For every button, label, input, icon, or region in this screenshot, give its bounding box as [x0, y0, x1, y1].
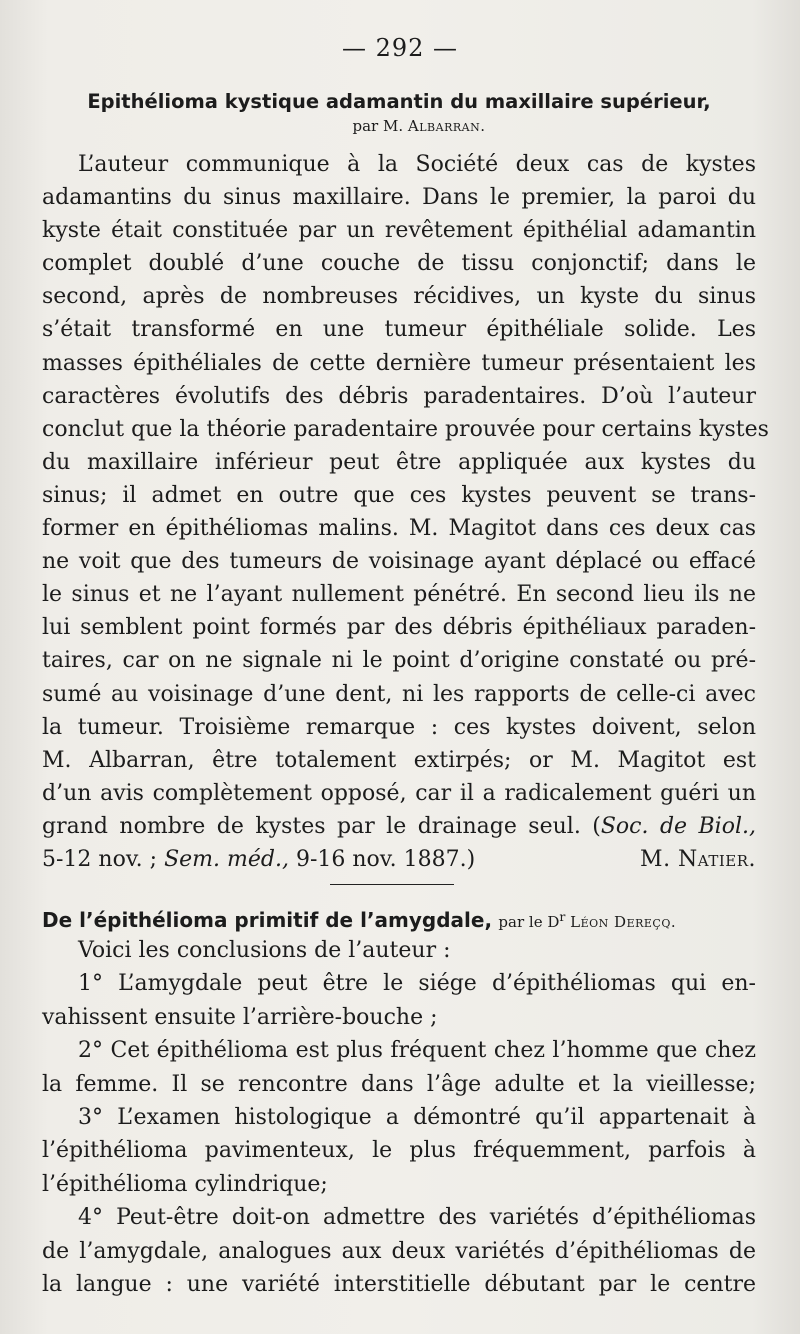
- article2-line: 4° Peut-être doit-on admettre des variétés d’épithéliomas: [78, 1205, 756, 1231]
- article1-body: [42, 148, 769, 876]
- article1-line: adamantins du sinus maxillaire. Dans le premier, la paroi du: [42, 185, 756, 211]
- article1-line: caractères évolutifs des débris paradentaires. D’où l’auteur: [42, 383, 756, 409]
- article1-line: kyste était constituée par un revêtement épithélial adamantin: [42, 218, 756, 244]
- article2-line: l’épithélioma cylindrique;: [42, 1171, 328, 1197]
- article2-line: vahissent ensuite l’arrière-bouche ;: [42, 1004, 438, 1030]
- article1-line: sumé au voisinage d’une dent, ni les rapports de celle-ci avec: [42, 681, 756, 707]
- article2-line: la femme. Il se rencontre dans l’âge adulte et la vieillesse;: [42, 1071, 756, 1097]
- article1-line: la tumeur. Troisième remarque : ces kystes doivent, selon: [42, 714, 756, 740]
- article2-author: Léon Dereçq.: [570, 913, 677, 931]
- article1-title: Epithélioma kystique adamantin du maxillaire supérieur,: [87, 90, 711, 113]
- article1-line: complet doublé d’une couche de tissu conjonctif; dans le: [42, 251, 756, 277]
- article2-title: De l’épithélioma primitif de l’amygdale,: [42, 908, 493, 932]
- article1-author: Albarran.: [407, 117, 486, 135]
- article1-line: s’était transformé en une tumeur épithéliale solide. Les: [42, 317, 756, 343]
- article2-line: l’épithélioma pavimenteux, le plus fréquemment, parfois à: [42, 1138, 756, 1164]
- ref-soc-biol: Soc. de Biol.,: [600, 813, 756, 839]
- article1-byline-prefix: par M.: [352, 117, 404, 135]
- article1-line: conclut que la théorie paradentaire prouvée pour certains kystes: [42, 416, 769, 442]
- ref-dates-2: 9-16 nov. 1887.): [295, 846, 476, 872]
- article1-byline: [42, 115, 756, 137]
- article2-line: la langue : une variété interstitielle débutant par le centre: [42, 1271, 756, 1297]
- article2-line: 2° Cet épithélioma est plus fréquent chez l’homme que chez: [78, 1038, 756, 1064]
- article2-line: 1° L’amygdale peut être le siége d’épithéliomas qui en-: [78, 971, 756, 997]
- article2-byline-sup: r: [559, 909, 566, 924]
- ref-sem-med: Sem. méd.,: [164, 846, 289, 872]
- article1-line: sinus; il admet en outre que ces kystes peuvent se trans-: [42, 482, 756, 508]
- article2-byline-prefix: par le D: [498, 913, 560, 931]
- article2-body: [42, 934, 756, 1301]
- article1-line: taires, car on ne signale ni le point d’origine constaté ou pré-: [42, 648, 756, 674]
- ref-dates-1: 5-12 nov. ;: [42, 846, 158, 872]
- page-number: — 292 —: [341, 34, 459, 62]
- article1-signature: M. Natier.: [640, 846, 756, 872]
- article1-ref-line: grand nombre de kystes par le drainage seul. (Soc. de Biol.,: [42, 813, 756, 839]
- article1-signature-line: [42, 843, 756, 876]
- article2-byline: [498, 909, 677, 931]
- section-divider: [330, 884, 454, 885]
- article2-heading: [42, 902, 756, 937]
- article1-line: former en épithéliomas malins. M. Magitot dans ces deux cas: [42, 516, 756, 542]
- article2-line: 3° L’examen histologique a démontré qu’il appartenait à: [78, 1104, 756, 1130]
- article1-line: M. Albarran, être totalement extirpés; or M. Magitot est: [42, 747, 756, 773]
- article1-line: masses épithéliales de cette dernière tumeur présentaient les: [42, 350, 756, 376]
- article1-line: le sinus et ne l’ayant nullement pénétré. En second lieu ils ne: [42, 582, 756, 608]
- article1-line: grand nombre de kystes par le drainage seul.: [42, 813, 581, 839]
- article1-line: du maxillaire inférieur peut être appliquée aux kystes du: [42, 449, 756, 475]
- article1-line: lui semblent point formés par des débris épithéliaux paraden-: [42, 615, 756, 641]
- article2-line: Voici les conclusions de l’auteur :: [78, 938, 451, 963]
- article1-line: ne voit que des tumeurs de voisinage ayant déplacé ou effacé: [42, 549, 756, 575]
- article1-line: d’un avis complètement opposé, car il a radicalement guéri un: [42, 780, 756, 806]
- article1-line: L’auteur communique à la Société deux cas de kystes: [78, 152, 756, 177]
- article2-line: de l’amygdale, analogues aux deux variétés d’épithéliomas de: [42, 1238, 756, 1264]
- article1-line: second, après de nombreuses récidives, un kyste du sinus: [42, 284, 756, 310]
